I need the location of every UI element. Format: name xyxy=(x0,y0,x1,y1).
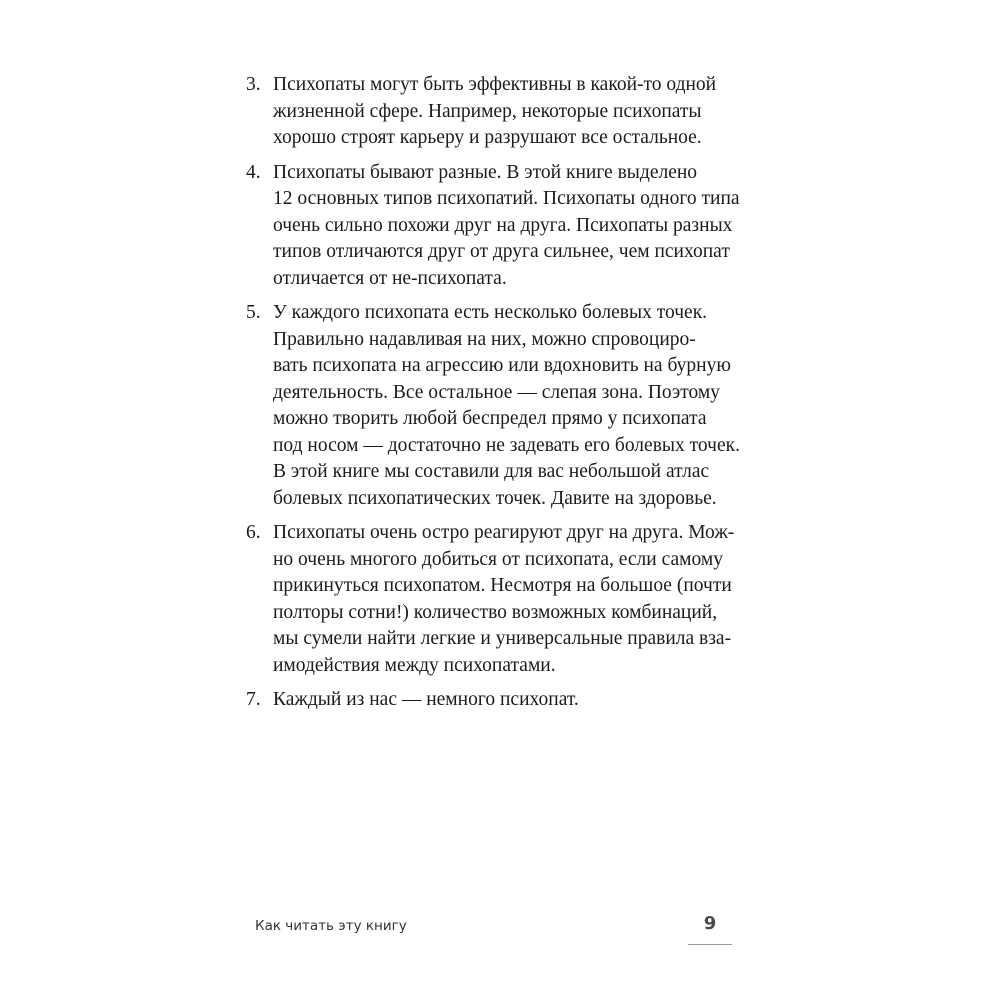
text-line: 12 основных типов психопатий. Психопаты одного типа xyxy=(273,188,740,209)
text-line: очень сильно похожи друг на друга. Психопаты разных xyxy=(273,214,733,236)
list-item-number: 6. xyxy=(246,522,261,543)
text-line: имодействия между психопатами. xyxy=(273,654,556,676)
text-line: Психопаты бывают разные. В этой книге выделено xyxy=(273,161,698,183)
list-item-number: 7. xyxy=(246,689,261,710)
text-line: Психопаты очень остро реагируют друг на друга. Мож- xyxy=(273,522,735,543)
text-line: деятельность. Все остальное — слепая зона. Поэтому xyxy=(273,381,721,403)
text-line: но очень многого добиться от психопата, если самому xyxy=(273,548,723,570)
list-item-number: 3. xyxy=(246,74,261,95)
page-number: 9 xyxy=(703,913,717,934)
list-item-number: 5. xyxy=(246,302,261,323)
text-line: можно творить любой беспредел прямо у психопата xyxy=(273,408,707,429)
running-footer-title: Как читать эту книгу xyxy=(255,918,407,934)
page-number-rule xyxy=(688,944,732,945)
text-line: У каждого психопата есть несколько болевых точек. xyxy=(273,302,708,323)
list-item xyxy=(246,520,746,679)
text-line: отличается от не-психопата. xyxy=(273,267,507,289)
text-line: болевых психопатических точек. Давите на здоровье. xyxy=(273,487,717,509)
text-line: В этой книге мы составили для вас небольшой атлас xyxy=(273,461,710,482)
list-item xyxy=(246,72,746,152)
text-line: Психопаты могут быть эффективны в какой-то одной xyxy=(273,74,717,95)
text-line: мы сумели найти легкие и универсальные правила вза- xyxy=(273,628,732,649)
text-line: Правильно надавливая на них, можно спровоциро- xyxy=(273,328,696,350)
text-line: прикинуться психопатом. Несмотря на большое (почти xyxy=(273,575,732,596)
text-line: хорошо строят карьеру и разрушают все остальное. xyxy=(273,127,702,148)
text-line: типов отличаются друг от друга сильнее, чем психопат xyxy=(273,241,730,262)
text-line: под носом — достаточно не задевать его болевых точек. xyxy=(273,434,740,456)
list-item xyxy=(246,300,746,512)
text-line: жизненной сфере. Например, некоторые психопаты xyxy=(273,100,702,122)
numbered-list xyxy=(246,72,746,722)
text-line: вать психопата на агрессию или вдохновить на бурную xyxy=(273,355,731,376)
list-item xyxy=(246,160,746,293)
list-item-number: 4. xyxy=(246,161,261,183)
text-line: Каждый из нас — немного психопат. xyxy=(273,689,579,710)
text-line: полторы сотни!) количество возможных комбинаций, xyxy=(273,601,718,623)
list-item xyxy=(246,687,746,714)
